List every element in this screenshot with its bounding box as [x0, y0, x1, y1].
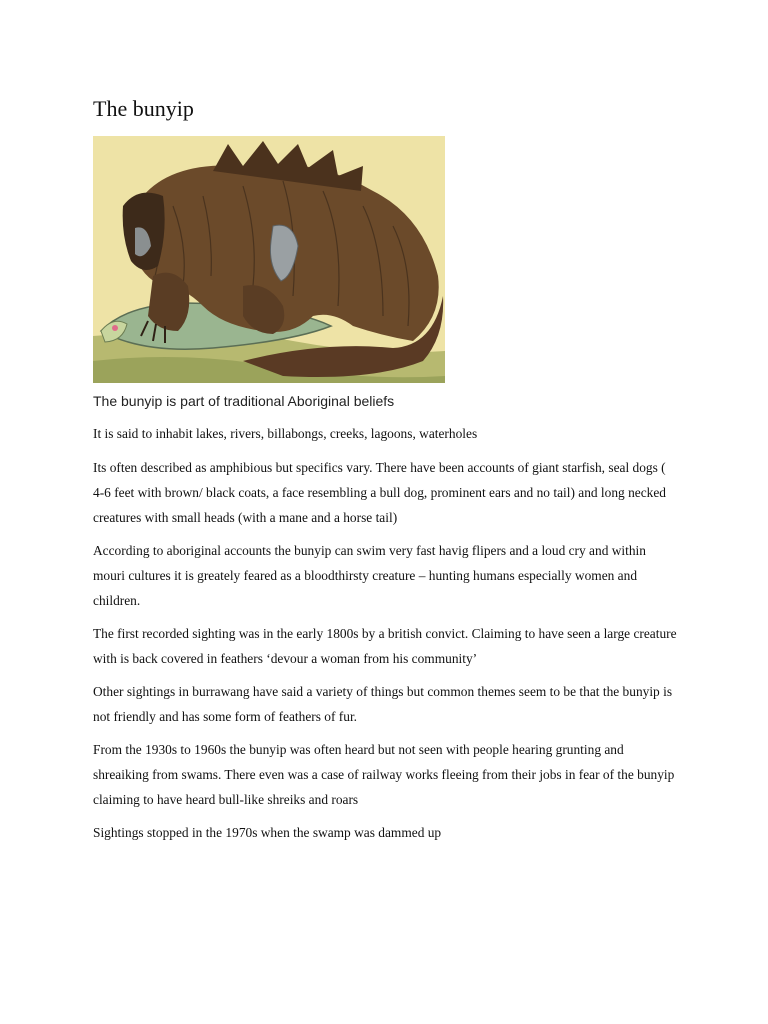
paragraph-description: Its often described as amphibious but specifics vary. There have been accounts of giant starfish, seal dogs ( 4-6 feet with brown/ black coats, a face resembling a bull dog, prominent ears and no tail) and long necked creatures with small heads (with a mane and a horse tail): [93, 460, 667, 525]
paragraph-first-sighting: The first recorded sighting was in the early 1800s by a british convict. Claiming to have seen a large creature with is back covered in feathers ‘devour a woman from his community’: [93, 626, 677, 666]
paragraph-habitat: It is said to inhabit lakes, rivers, billabongs, creeks, lagoons, waterholes: [93, 426, 478, 441]
paragraph-aboriginal-accounts: According to aboriginal accounts the bunyip can swim very fast havig flipers and a loud cry and within mouri cultures it is greately feared as a bloodthirsty creature – hunting humans especially women and children.: [93, 543, 646, 608]
figure-caption: The bunyip is part of traditional Aboriginal beliefs: [93, 393, 395, 409]
bunyip-drawing: [93, 136, 445, 383]
paragraph-sightings-stopped: Sightings stopped in the 1970s when the swamp was dammed up: [93, 825, 442, 840]
paragraph-other-sightings: Other sightings in burrawang have said a variety of things but common themes seem to be that the bunyip is not friendly and has some form of feathers of fur.: [93, 684, 673, 724]
creature-front-leg: [148, 273, 189, 331]
bunyip-illustration: [93, 136, 445, 383]
document-title: The bunyip: [93, 96, 194, 121]
fish-eye: [112, 325, 118, 331]
paragraph-1930s-1960s: From the 1930s to 1960s the bunyip was often heard but not seen with people hearing grunting and shreaiking from swams. There even was a case of railway works fleeing from their jobs in fear of the bunyip claiming to have heard bull-like shreiks and roars: [93, 742, 675, 807]
